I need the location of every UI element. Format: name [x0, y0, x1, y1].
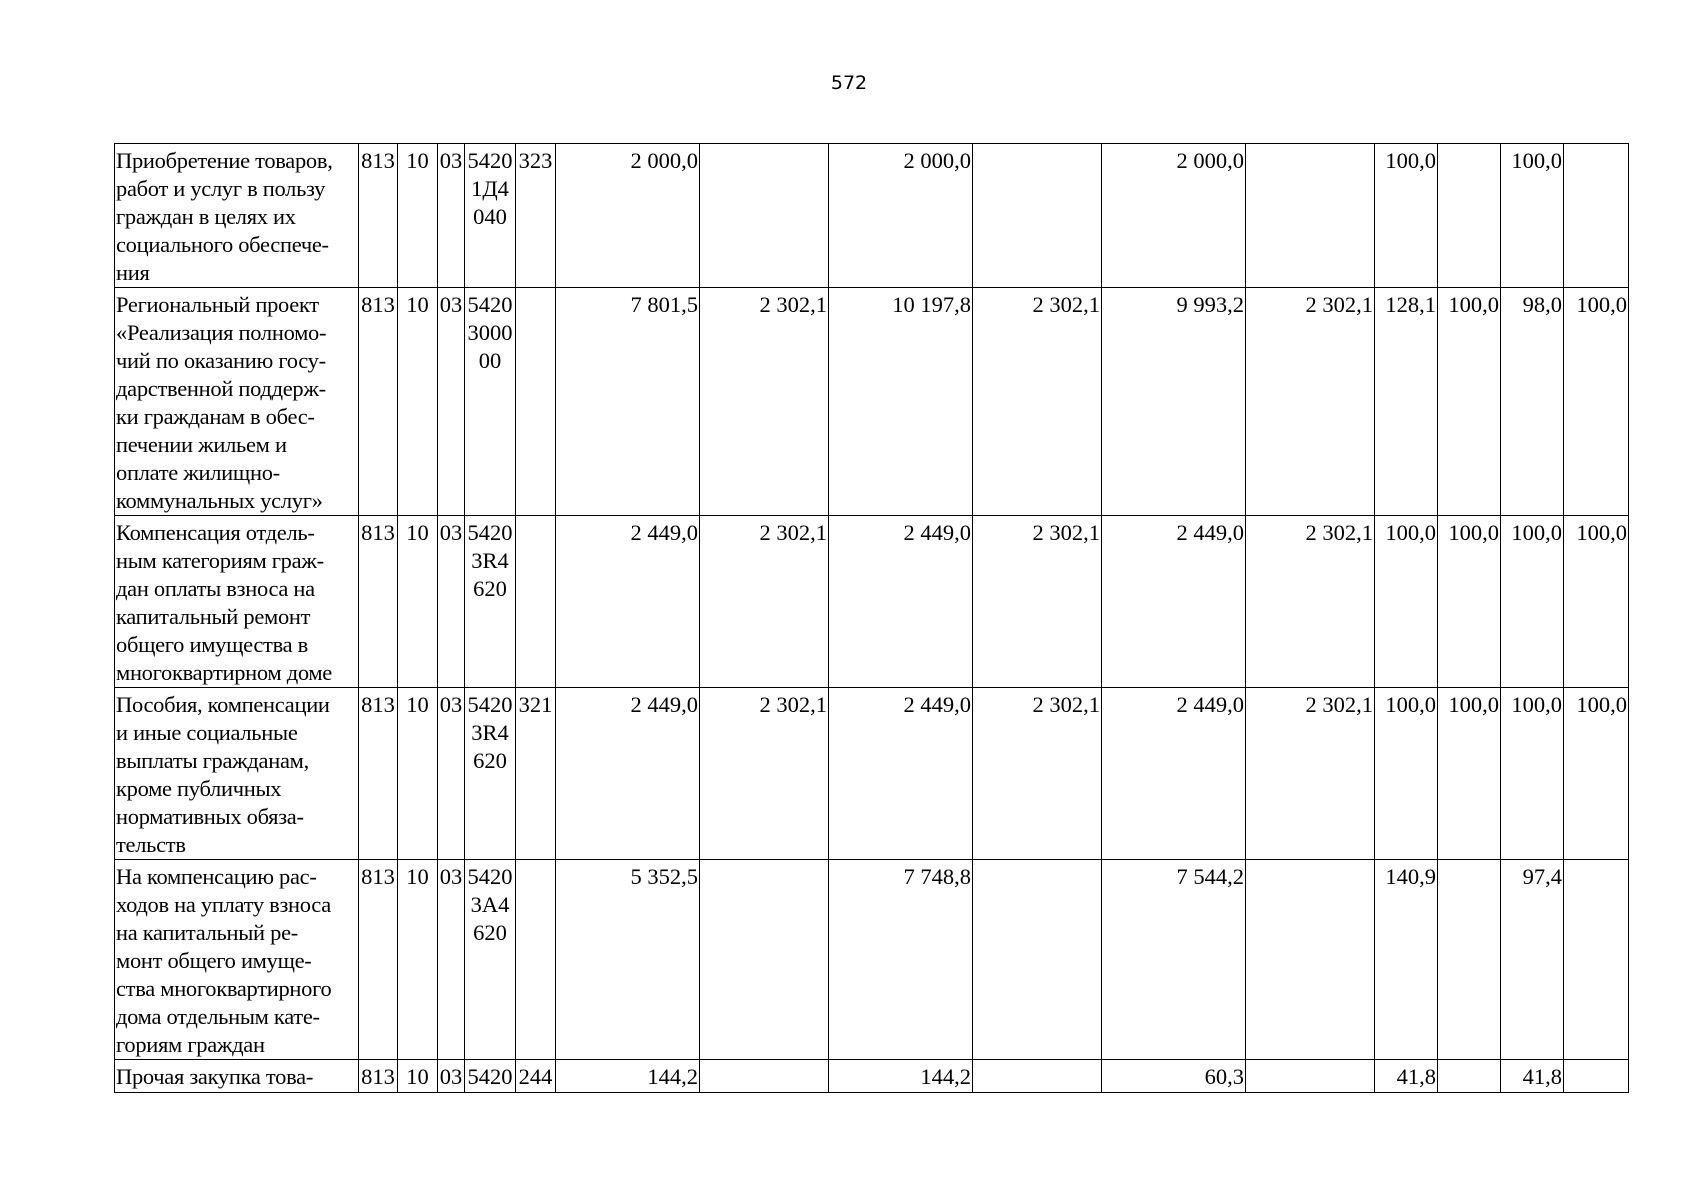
vr-code: 323: [516, 144, 556, 288]
vr-code: 321: [516, 688, 556, 860]
value-1: 2 449,0: [556, 516, 700, 688]
row-name: Региональный проект «Реализация полномо- чий по оказанию госу- дарственной поддерж- ки гражданам в обес- печении жильем и оплате жилищно- коммунальных услуг»: [115, 288, 359, 516]
value-2: 2 302,1: [700, 288, 829, 516]
value-3: 144,2: [829, 1060, 973, 1093]
csr-code: 5420 3R4 620: [465, 516, 516, 688]
csr-code: 5420 3R4 620: [465, 688, 516, 860]
rz-code: 10: [398, 516, 438, 688]
value-4: 2 302,1: [973, 516, 1102, 688]
percent-3: 98,0: [1501, 288, 1564, 516]
percent-2: [1438, 1060, 1501, 1093]
percent-4: 100,0: [1564, 688, 1629, 860]
pr-code: 03: [438, 860, 465, 1060]
budget-table: [114, 143, 1629, 1093]
rz-code: 10: [398, 288, 438, 516]
value-4: 2 302,1: [973, 688, 1102, 860]
value-3: 2 449,0: [829, 688, 973, 860]
value-6: [1246, 1060, 1375, 1093]
table-row: [115, 1060, 1629, 1093]
table-row: [115, 288, 1629, 516]
rz-code: 10: [398, 860, 438, 1060]
value-5: 2 000,0: [1102, 144, 1246, 288]
percent-2: 100,0: [1438, 288, 1501, 516]
value-5: 9 993,2: [1102, 288, 1246, 516]
table-row: [115, 144, 1629, 288]
percent-4: 100,0: [1564, 516, 1629, 688]
csr-code: 5420 3000 00: [465, 288, 516, 516]
row-name: Прочая закупка това-: [115, 1060, 359, 1093]
value-2: [700, 1060, 829, 1093]
csr-code: 5420 1Д4 040: [465, 144, 516, 288]
row-name: Приобретение товаров, работ и услуг в пользу граждан в целях их социального обеспече- ния: [115, 144, 359, 288]
rz-code: 10: [398, 1060, 438, 1093]
ved-code: 813: [359, 516, 398, 688]
percent-4: [1564, 860, 1629, 1060]
value-1: 2 449,0: [556, 688, 700, 860]
value-3: 7 748,8: [829, 860, 973, 1060]
ved-code: 813: [359, 144, 398, 288]
row-name: Компенсация отдель- ным категориям граж- дан оплаты взноса на капитальный ремонт общего имущества в многоквартирном доме: [115, 516, 359, 688]
percent-3: 97,4: [1501, 860, 1564, 1060]
value-2: [700, 860, 829, 1060]
pr-code: 03: [438, 688, 465, 860]
value-5: 2 449,0: [1102, 516, 1246, 688]
value-2: 2 302,1: [700, 516, 829, 688]
ved-code: 813: [359, 860, 398, 1060]
percent-3: 100,0: [1501, 144, 1564, 288]
percent-2: [1438, 144, 1501, 288]
csr-code: 5420: [465, 1060, 516, 1093]
value-3: 2 449,0: [829, 516, 973, 688]
value-4: 2 302,1: [973, 288, 1102, 516]
rz-code: 10: [398, 144, 438, 288]
percent-1: 100,0: [1375, 516, 1438, 688]
percent-3: 100,0: [1501, 688, 1564, 860]
percent-1: 100,0: [1375, 144, 1438, 288]
ved-code: 813: [359, 288, 398, 516]
percent-4: [1564, 1060, 1629, 1093]
percent-2: 100,0: [1438, 516, 1501, 688]
value-1: 5 352,5: [556, 860, 700, 1060]
value-4: [973, 860, 1102, 1060]
percent-3: 100,0: [1501, 516, 1564, 688]
value-3: 10 197,8: [829, 288, 973, 516]
value-6: 2 302,1: [1246, 288, 1375, 516]
percent-2: 100,0: [1438, 688, 1501, 860]
pr-code: 03: [438, 1060, 465, 1093]
vr-code: [516, 516, 556, 688]
table-row: [115, 516, 1629, 688]
percent-4: 100,0: [1564, 288, 1629, 516]
value-1: 2 000,0: [556, 144, 700, 288]
ved-code: 813: [359, 1060, 398, 1093]
pr-code: 03: [438, 516, 465, 688]
value-5: 7 544,2: [1102, 860, 1246, 1060]
csr-code: 5420 3А4 620: [465, 860, 516, 1060]
value-6: [1246, 860, 1375, 1060]
vr-code: [516, 860, 556, 1060]
ved-code: 813: [359, 688, 398, 860]
percent-1: 41,8: [1375, 1060, 1438, 1093]
value-5: 2 449,0: [1102, 688, 1246, 860]
percent-2: [1438, 860, 1501, 1060]
table-row: [115, 860, 1629, 1060]
value-1: 7 801,5: [556, 288, 700, 516]
percent-4: [1564, 144, 1629, 288]
value-2: [700, 144, 829, 288]
percent-1: 128,1: [1375, 288, 1438, 516]
row-name: На компенсацию рас- ходов на уплату взноса на капитальный ре- монт общего имуще- ства многоквартирного дома отдельным кате- гориям граждан: [115, 860, 359, 1060]
pr-code: 03: [438, 144, 465, 288]
value-2: 2 302,1: [700, 688, 829, 860]
rz-code: 10: [398, 688, 438, 860]
percent-1: 100,0: [1375, 688, 1438, 860]
value-5: 60,3: [1102, 1060, 1246, 1093]
value-3: 2 000,0: [829, 144, 973, 288]
row-name: Пособия, компенсации и иные социальные выплаты гражданам, кроме публичных нормативных обяза- тельств: [115, 688, 359, 860]
pr-code: 03: [438, 288, 465, 516]
page-number: 572: [830, 72, 868, 94]
value-4: [973, 144, 1102, 288]
value-1: 144,2: [556, 1060, 700, 1093]
value-6: [1246, 144, 1375, 288]
value-6: 2 302,1: [1246, 516, 1375, 688]
percent-1: 140,9: [1375, 860, 1438, 1060]
vr-code: [516, 288, 556, 516]
table-row: [115, 688, 1629, 860]
value-4: [973, 1060, 1102, 1093]
percent-3: 41,8: [1501, 1060, 1564, 1093]
value-6: 2 302,1: [1246, 688, 1375, 860]
vr-code: 244: [516, 1060, 556, 1093]
